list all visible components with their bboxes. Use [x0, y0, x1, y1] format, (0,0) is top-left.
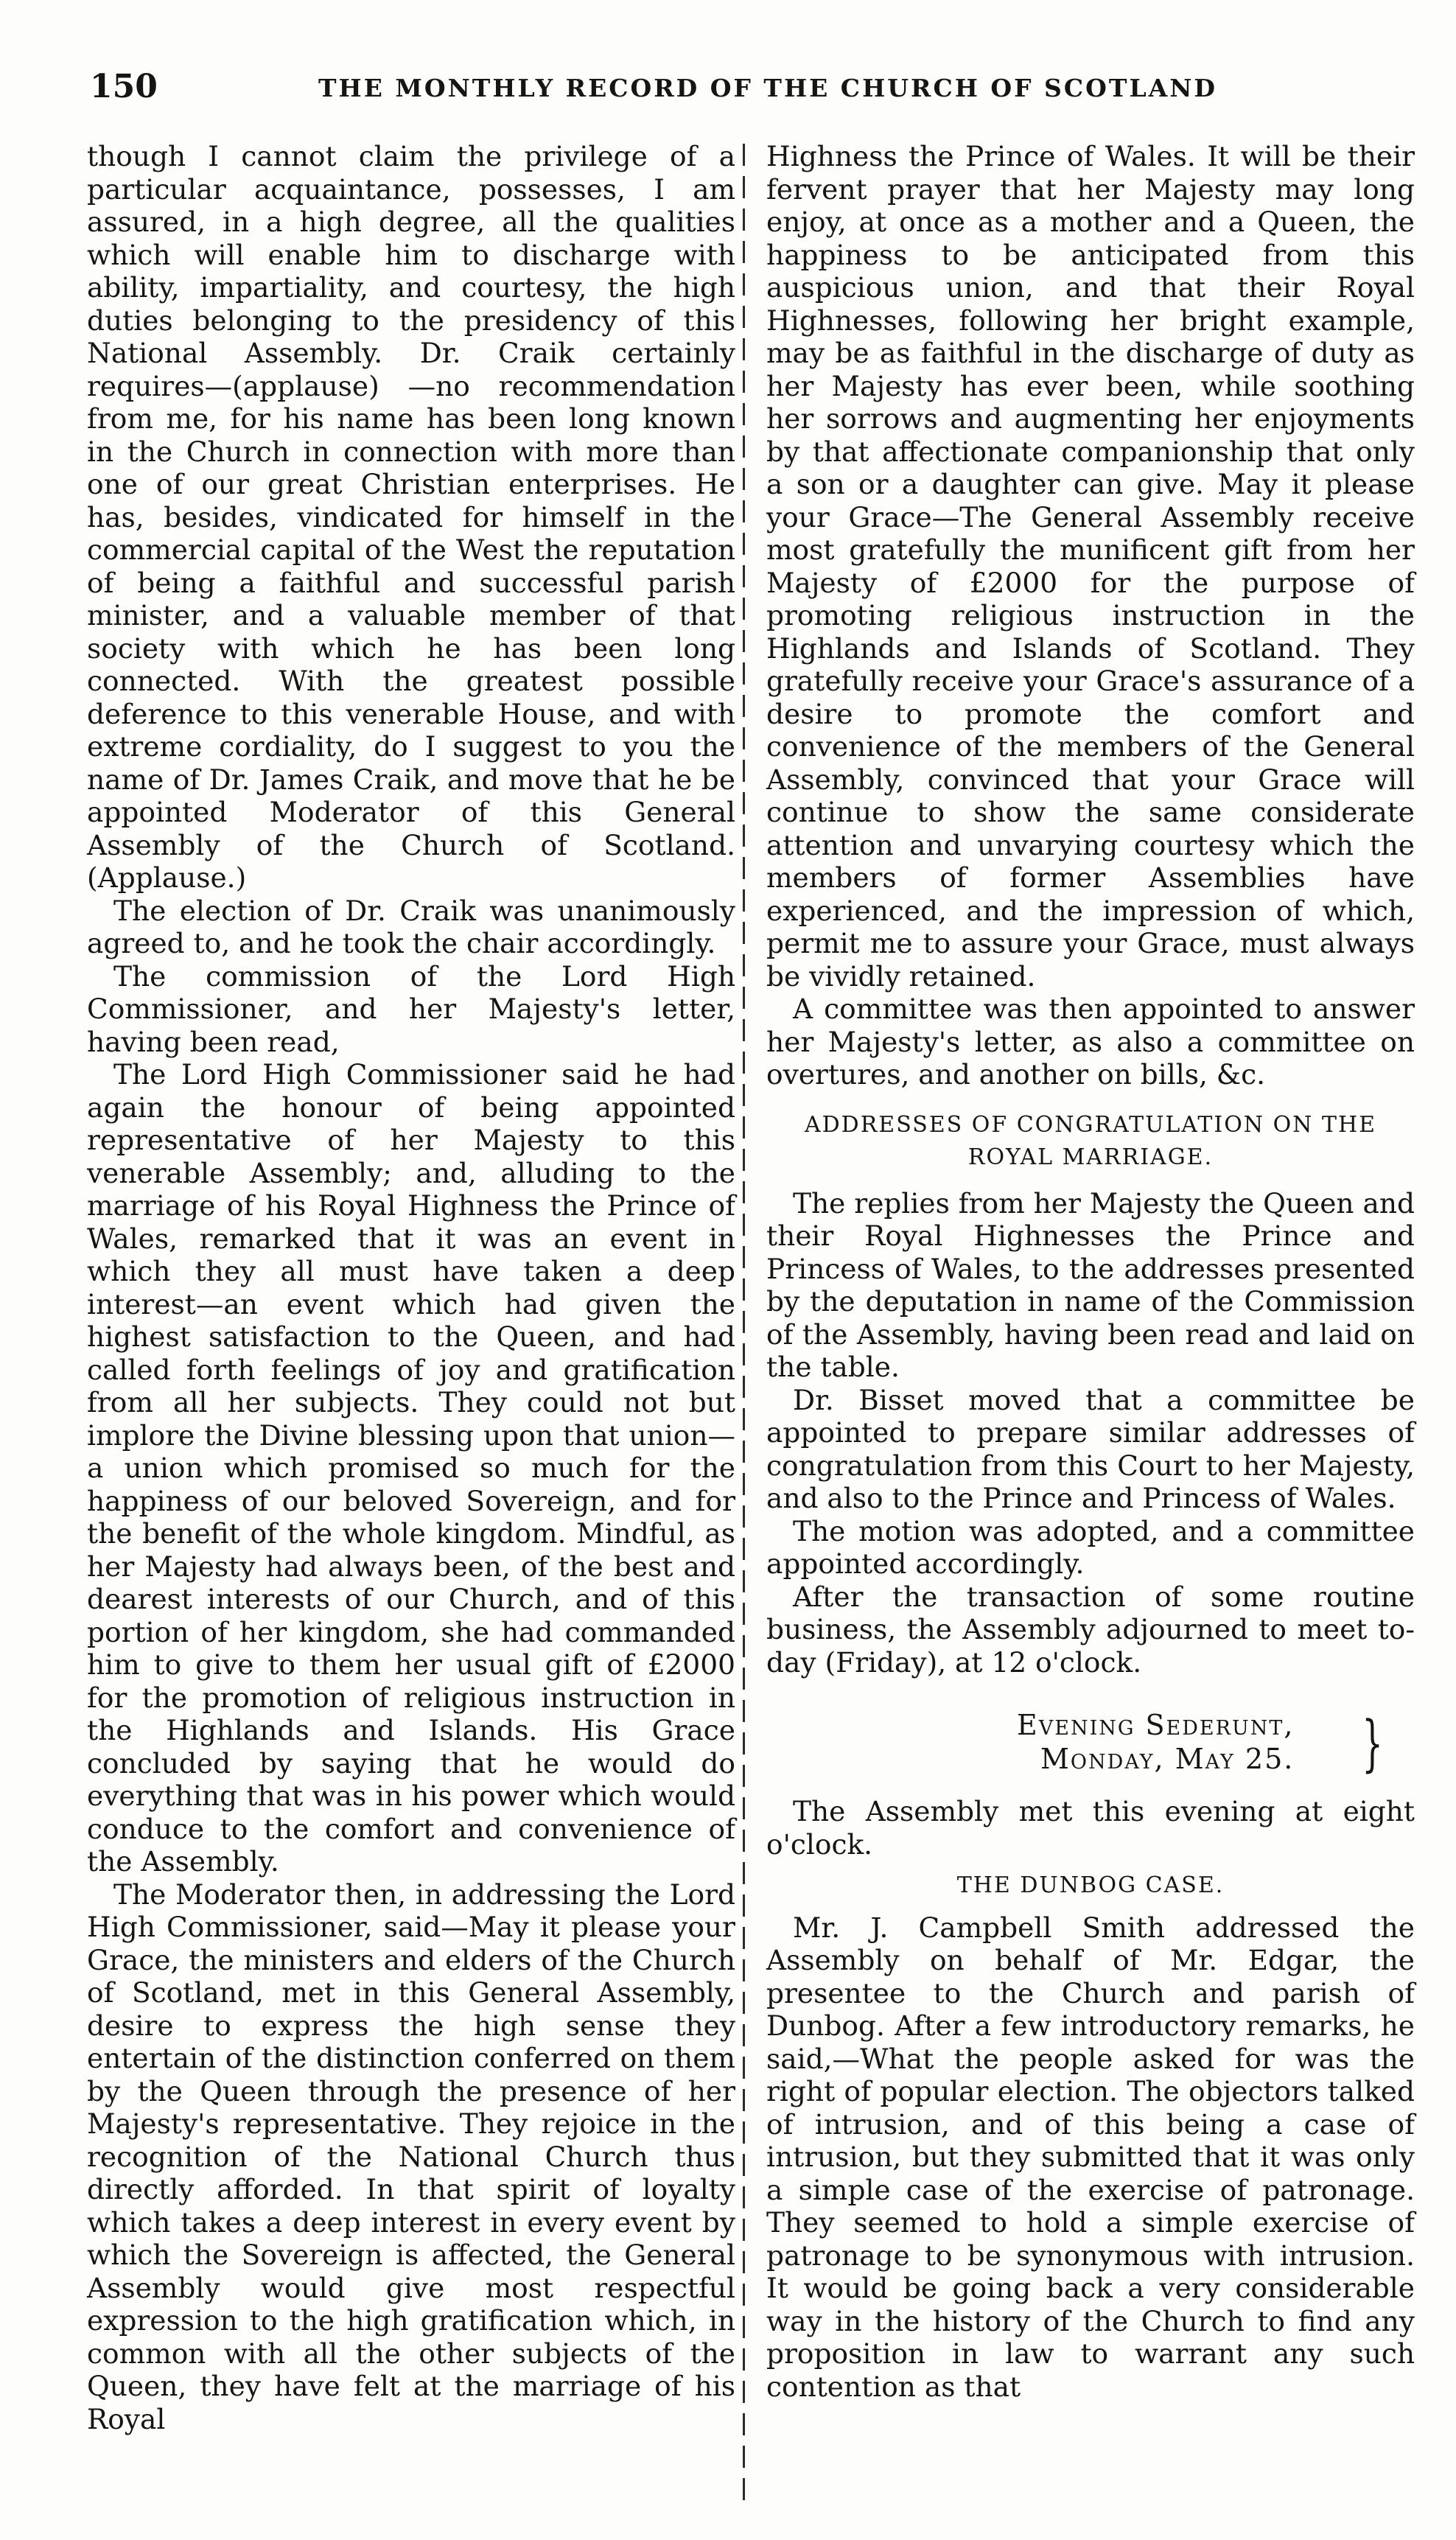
right-column — [766, 140, 1415, 2403]
page-number: 150 — [90, 68, 158, 105]
paragraph: A committee was then appointed to answer her Majesty's letter, as also a committee on overtures, and another on bills, &c. — [766, 993, 1415, 1091]
paragraph: After the transaction of some routine business, the Assembly adjourned to meet to-day (Friday), at 12 o'clock. — [766, 1580, 1415, 1679]
paragraph: The commission of the Lord High Commissioner, and her Majesty's letter, having been read, — [87, 959, 735, 1058]
section-heading: ADDRESSES OF CONGRATULATION ON THE ROYAL MARRIAGE. — [804, 1111, 1377, 1170]
paragraph: though I cannot claim the privilege of a particular acquaintance, possesses, I am assured, in a high degree, all the qualities which will enable him to discharge with ability, impartiality, and courtesy, the high duties belonging to the presidency of this National Assembly. Dr. Craik certainly requires—(applause) —no recommendation from me, for his name has been long known in the Church in connection with more than one of our great Christian enterprises. He has, besides, vindicated for himself in the commercial capital of the West the reputation of being a faithful and successful parish minister, and a valuable member of that society with which he has been long connected. With the greatest possible deference to this venerable House, and with extreme cordiality, do I suggest to you the name of Dr. James Craik, and move that he be appointed Moderator of this General Assembly of the Church of Scotland. (Applause.) — [87, 140, 735, 894]
paragraph: The Assembly met this evening at eight o'clock. — [766, 1795, 1415, 1861]
sederunt-date: Monday, May 25. — [1040, 1743, 1295, 1775]
running-title: THE MONTHLY RECORD OF THE CHURCH OF SCOTLAND — [318, 74, 1218, 102]
paragraph: The Moderator then, in addressing the Lord High Commissioner, said—May it please your Grace, the ministers and elders of the Church of Scotland, met in this General Assembly, desire to express the high sense they entertain of the distinction conferred on them by the Queen through the presence of her Majesty's representative. They rejoice in the recognition of the National Church thus directly afforded. In that spirit of loyalty which takes a deep interest in every event by which the Sovereign is affected, the General Assembly would give most respectful expression to the high gratification which, in common with all the other subjects of the Queen, they have felt at the marriage of his Royal — [87, 1878, 735, 2435]
sederunt-heading — [1017, 1708, 1385, 1779]
paragraph: The motion was adopted, and a committee appointed accordingly. — [766, 1514, 1415, 1580]
brace-icon: } — [1362, 1709, 1384, 1779]
paragraph: Highness the Prince of Wales. It will be their fervent prayer that her Majesty may long enjoy, at once as a mother and a Queen, the happiness to be anticipated from this auspicious union, and that their Royal Highnesses, following her bright example, may be as faithful in the discharge of duty as her Majesty has ever been, while soothing her sorrows and augmenting her enjoyments by that affectionate companionship that only a son or a daughter can give. May it please your Grace—The General Assembly receive most gratefully the munificent gift from her Majesty of £2000 for the purpose of promoting religious instruction in the Highlands and Islands of Scotland. They gratefully receive your Grace's assurance of a desire to promote the comfort and convenience of the members of the General Assembly, convinced that your Grace will continue to show the same considerate attention and unvarying courtesy which the members of former Assemblies have experienced, and the impression of which, permit me to assure your Grace, must always be vividly retained. — [766, 140, 1415, 993]
page-header — [90, 68, 1401, 112]
paragraph: The Lord High Commissioner said he had again the honour of being appointed representative of her Majesty to this venerable Assembly; and, alluding to the marriage of his Royal Highness the Prince of Wales, remarked that it was an event in which they all must have taken a deep interest—an event which had given the highest satisfaction to the Queen, and had called forth feelings of joy and gratification from all her subjects. They could not but implore the Divine blessing upon that union—a union which promised so much for the happiness of our beloved Sovereign, and for the benefit of the whole kingdom. Mindful, as her Majesty had always been, of the best and dearest interests of our Church, and of this portion of her kingdom, she had commanded him to give to them her usual gift of £2000 for the promotion of religious instruction in the Highlands and Islands. His Grace concluded by saying that he would do everything that was in his power which would conduce to the comfort and convenience of the Assembly. — [87, 1058, 735, 1878]
left-column — [87, 140, 735, 2435]
paragraph: The election of Dr. Craik was unanimously agreed to, and he took the chair accordingly. — [87, 894, 735, 959]
paragraph: The replies from her Majesty the Queen and their Royal Highnesses the Prince and Princess of Wales, to the addresses presented by the deputation in name of the Commission of the Assembly, having been read and laid on the table. — [766, 1186, 1415, 1383]
column-divider — [743, 144, 745, 2502]
section-heading: THE DUNBOG CASE. — [956, 1872, 1225, 1898]
paragraph: Dr. Bisset moved that a committee be appointed to prepare similar addresses of congratulation from this Court to her Majesty, and also to the Prince and Princess of Wales. — [766, 1383, 1415, 1514]
sederunt-title: Evening Sederunt, — [1017, 1709, 1295, 1741]
paragraph: Mr. J. Campbell Smith addressed the Assembly on behalf of Mr. Edgar, the presentee to the Church and parish of Dunbog. After a few introductory remarks, he said,—What the people asked for was the right of popular election. The objectors talked of intrusion, and of this being a case of intrusion, but they submitted that it was only a simple case of the exercise of patronage. They seemed to hold a simple exercise of patronage to be synonymous with intrusion. It would be going back a very considerable way in the history of the Church to find any proposition in law to warrant any such contention as that — [766, 1911, 1415, 2403]
